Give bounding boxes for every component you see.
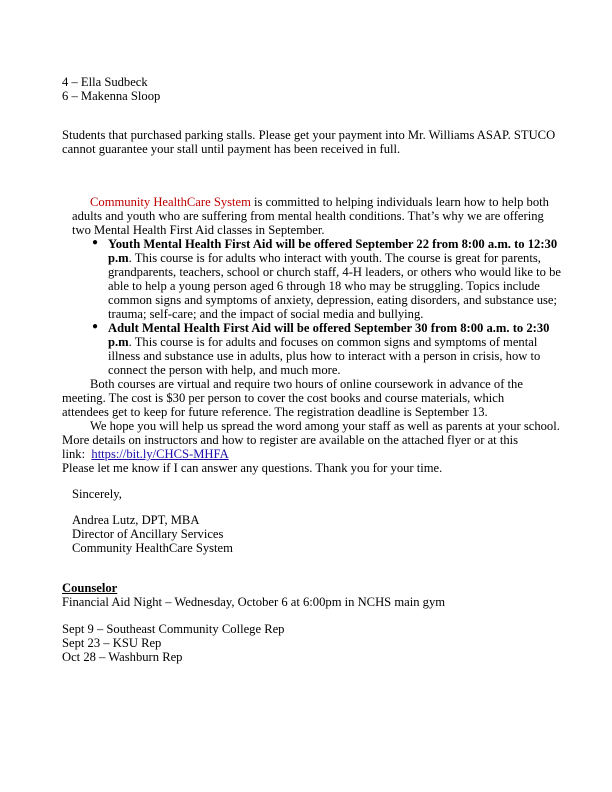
adult-course-title: Adult Mental Health First Aid will be offered September 30 from 8:00 a.m. to 2:30 — [108, 321, 550, 335]
adult-course-line: connect the person with help, and much more. — [108, 363, 341, 377]
bullet-icon: ● — [92, 321, 99, 332]
list-item: 4 – Ella Sudbeck — [62, 75, 148, 89]
financial-aid-night: Financial Aid Night – Wednesday, October 6 at 6:00pm in NCHS main gym — [62, 595, 446, 609]
adult-course-line: p.m. This course is for adults and focuses on common signs and symptoms of mental — [108, 335, 538, 349]
closing: Sincerely, — [72, 487, 122, 501]
parking-notice-line: Students that purchased parking stalls. Please get your payment into Mr. Williams ASAP. STUCO — [62, 128, 556, 142]
youth-course-title: Youth Mental Health First Aid will be offered September 22 from 8:00 a.m. to 12:30 — [108, 237, 558, 251]
health-intro-line — [90, 195, 549, 209]
health-intro-line: adults and youth who are suffering from mental health conditions. That’s why we are offering — [72, 209, 544, 223]
signature-name: Andrea Lutz, DPT, MBA — [72, 513, 200, 527]
hope-line: We hope you will help us spread the word among your staff as well as parents at your school. — [90, 419, 560, 433]
intro-text: is committed to helping individuals learn how to help both — [250, 195, 549, 209]
organization-name: Community HealthCare System — [90, 195, 251, 209]
link-line: link: https://bit.ly/CHCS-MHFA — [62, 447, 229, 461]
rep-visit-item: Sept 23 – KSU Rep — [62, 636, 162, 650]
questions-line: Please let me know if I can answer any questions. Thank you for your time. — [62, 461, 443, 475]
signature-org: Community HealthCare System — [72, 541, 233, 555]
rep-visit-item: Oct 28 – Washburn Rep — [62, 650, 183, 664]
counselor-heading: Counselor — [62, 581, 118, 595]
both-courses-line: meeting. The cost is $30 per person to cover the cost books and course materials, which — [62, 391, 505, 405]
youth-course-line: p.m. This course is for adults who interact with youth. The course is great for parents, — [108, 251, 541, 265]
parking-notice-line: cannot guarantee your stall until payment has been received in full. — [62, 142, 401, 156]
both-courses-line: attendees get to keep for future reference. The registration deadline is September 13. — [62, 405, 488, 419]
rep-visit-item: Sept 9 – Southeast Community College Rep — [62, 622, 285, 636]
health-intro-line: two Mental Health First Aid classes in September. — [72, 223, 325, 237]
adult-course-line: illness and substance use in adults, plus how to interact with a person in crisis, how to — [108, 349, 541, 363]
both-courses-line: Both courses are virtual and require two hours of online coursework in advance of the — [90, 377, 523, 391]
bullet-icon: ● — [92, 237, 99, 248]
hope-line: More details on instructors and how to register are available on the attached flyer or at this — [62, 433, 519, 447]
youth-course-line: grandparents, teachers, school or church staff, 4-H leaders, or others who would like to be — [108, 265, 561, 279]
youth-course-line: trauma; self-care; and the impact of social media and bullying. — [108, 307, 424, 321]
list-item: 6 – Makenna Sloop — [62, 89, 161, 103]
registration-link[interactable]: https://bit.ly/CHCS-MHFA — [91, 447, 229, 461]
youth-course-line: common signs and symptoms of anxiety, depression, eating disorders, and substance use; — [108, 293, 557, 307]
youth-course-line: able to help a young person aged 6 through 18 who may be struggling. Topics include — [108, 279, 540, 293]
signature-title: Director of Ancillary Services — [72, 527, 224, 541]
